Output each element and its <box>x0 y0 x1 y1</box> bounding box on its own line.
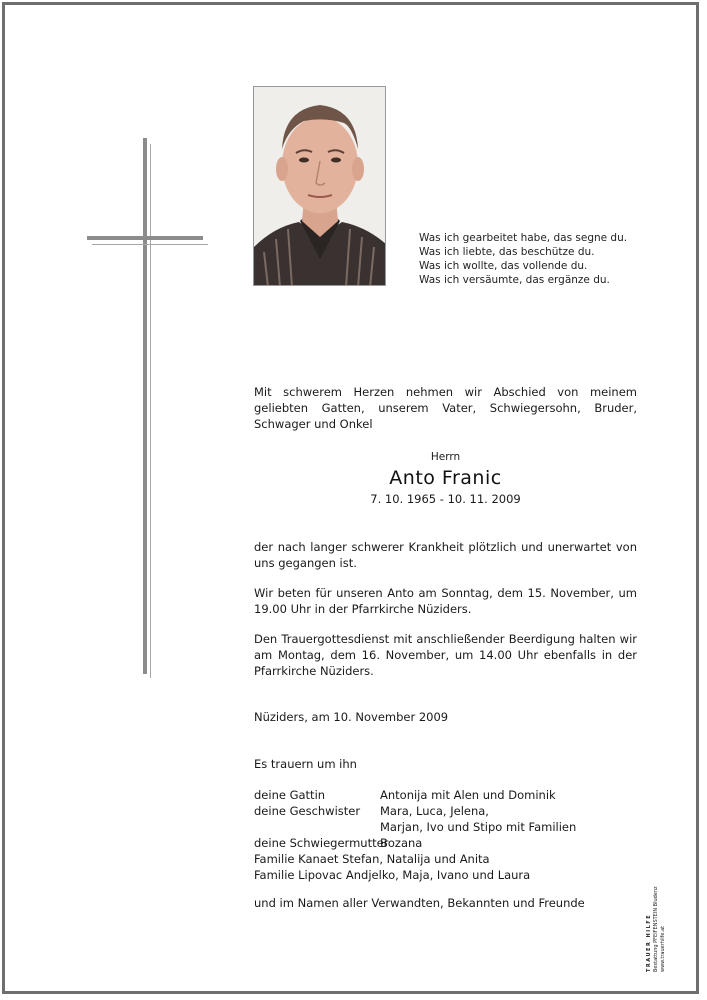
relative-role <box>254 819 380 835</box>
intro-text: Mit schwerem Herzen nehmen wir Abschied von meinem geliebten Gatten, unserem Vater, Schwiegersohn, Bruder, Schwager und Onkel <box>254 385 637 431</box>
relative-role: deine Schwiegermutter <box>254 836 389 850</box>
deceased-name: Anto Franic <box>389 467 502 489</box>
relative-role: Familie Lipovac Andjelko, Maja, Ivano und Laura <box>254 868 531 882</box>
relative-row <box>254 787 654 803</box>
salutation: Herrn <box>430 451 461 463</box>
relative-names: Antonija mit Alen und Dominik <box>380 788 556 802</box>
relative-role: Familie Kanaet Stefan, Natalija und Anita <box>254 852 490 866</box>
closing-text: und im Namen aller Verwandten, Bekannten und Freunde <box>254 896 585 910</box>
relative-names: Marjan, Ivo und Stipo mit Familien <box>380 820 577 834</box>
announcement-paragraph: der nach langer schwerer Krankheit plötzlich und unerwartet von uns gegangen ist. <box>254 540 637 570</box>
place-date: Nüziders, am 10. November 2009 <box>254 710 449 724</box>
relative-role: deine Gattin <box>254 788 326 802</box>
verse-line: Was ich versäumte, das ergänze du. <box>419 274 610 286</box>
funeral-home-logo <box>646 872 676 972</box>
relative-row <box>254 803 654 819</box>
relative-row <box>254 867 654 883</box>
relative-role: deine Geschwister <box>254 804 361 818</box>
relative-row <box>254 819 654 835</box>
logo-website: www.trauerhilfe.at <box>660 925 666 972</box>
relative-names: Bozana <box>380 836 423 850</box>
prayer-paragraph: Wir beten für unseren Anto am Sonntag, dem 15. November, um 19.00 Uhr in der Pfarrkirche Nüziders. <box>254 586 637 616</box>
verse-line: Was ich liebte, das beschütze du. <box>419 246 595 258</box>
relative-row <box>254 851 654 867</box>
relatives-list <box>254 787 654 883</box>
portrait-photo <box>253 86 386 286</box>
relative-names: Mara, Luca, Jelena, <box>380 804 489 818</box>
relative-row <box>254 835 654 851</box>
verse-line: Was ich wollte, das vollende du. <box>419 260 588 272</box>
funeral-paragraph: Den Trauergottesdienst mit anschließender Beerdigung halten wir am Montag, dem 16. November, um 14.00 Uhr ebenfalls in der Pfarrkirche Nüziders. <box>254 632 637 678</box>
poem-verse <box>419 231 649 287</box>
logo-title: TRAUER HILFE <box>646 913 652 972</box>
logo-subtitle: Bestattung PFEIFENSTEIN Bludenz <box>653 886 659 972</box>
mourners-intro: Es trauern um ihn <box>254 757 357 771</box>
verse-line: Was ich gearbeitet habe, das segne du. <box>419 232 628 244</box>
life-dates: 7. 10. 1965 - 10. 11. 2009 <box>370 492 521 506</box>
